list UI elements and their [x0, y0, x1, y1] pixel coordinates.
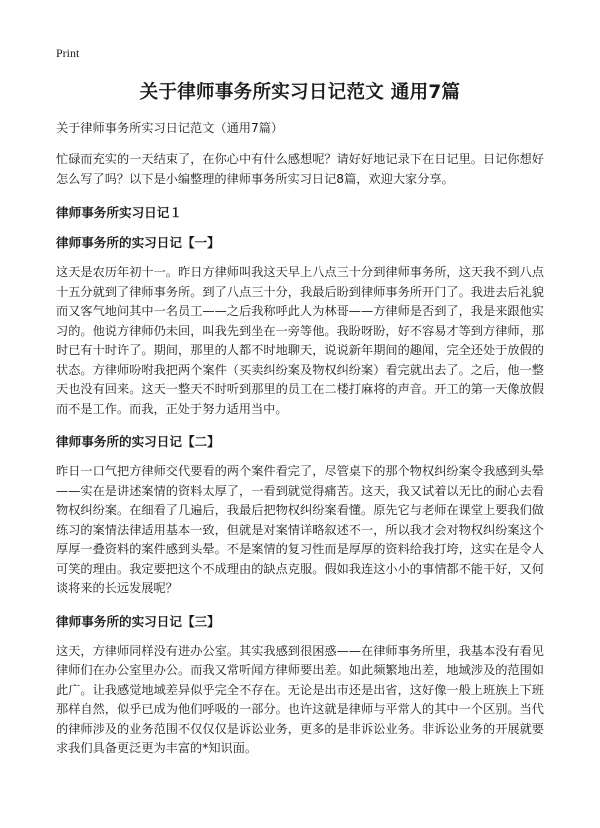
- document-subtitle: 关于律师事务所实习日记范文（通用7篇）: [56, 121, 284, 135]
- document-body: [56, 118, 544, 772]
- diary-heading-2: 律师事务所的实习日记【二】: [56, 434, 220, 449]
- intro-paragraph: 忙碌而充实的一天结束了，在你心中有什么感想呢？请好好地记录下在日记里。日记你想好怎么写了吗？以下是小编整理的律师事务所实习日记8篇，欢迎大家分享。: [56, 152, 544, 186]
- diary-paragraph-1: 这天是农历年初十一。昨日方律师叫我这天早上八点三十分到律师事务所，这天我不到八点十五分就到了律师事务所。到了八点三十分，我最后盼到律师事务所开门了。我进去后礼貌而又客气地问其中一名员工——之后我称呼此人为林哥——方律师是否到了，我是来跟他实习的。他说方律师仍未回，叫我先到坐在一旁等他。我盼呀盼，好不容易才等到方律师，那时已有十时许了。期间，那里的人都不时地聊天，说说新年期间的趣闻，完全还处于放假的状态。方律师吩咐我把两个案件（买卖纠纷案及物权纠纷案）看完就出去了。之后，他一整天也没有回来。这天一整天不时听到那里的员工在二楼打麻将的声音。开工的第一天像放假而不是工作。而我，正处于努力适用当中。: [56, 265, 544, 416]
- diary-paragraph-3: 这天，方律师同样没有进办公室。其实我感到很困惑——在律师事务所里，我基本没有看见律师们在办公室里办公。而我又常听闻方律师要出差。如此频繁地出差，地域涉及的范围如此广。让我感觉地域差异似乎完全不存在。无论是出市还是出省，这好像一般上班族上下班那样自然，似乎已成为他们呼吸的一部分。也许这就是律师与平常人的其中一个区别。当代的律师涉及的业务范围不仅仅仅是诉讼业务，更多的是非诉讼业务。非诉讼业务的开展就要求我们具备更泛更为丰富的*知识面。: [56, 643, 544, 755]
- document-title: 关于律师事务所实习日记范文 通用7篇: [139, 82, 461, 103]
- diary-heading-1: 律师事务所的实习日记【一】: [56, 235, 220, 250]
- print-link[interactable]: Print: [56, 46, 80, 60]
- section-heading-main: 律师事务所实习日记１: [56, 205, 182, 220]
- diary-paragraph-2: 昨日一口气把方律师交代要看的两个案件看完了，尽管桌下的那个物权纠纷案令我感到头晕——实在是讲述案情的资料太厚了，一看到就觉得痛苦。这天，我又试着以无比的耐心去看物权纠纷案。在细看了几遍后，我最后把物权纠纷案看懂。原先它与老师在课堂上要我们做练习的案情法律适用基本一致，但就是对案情详略叙述不一，所以我才会对物权纠纷案这个厚厚一叠资料的案件感到头晕。不是案情的复习性而是厚厚的资料给我打垮，这实在是令人可笑的理由。我定要把这个不成理由的缺点克服。假如我连这小小的事情都不能干好，又何谈将来的长远发展呢？: [56, 464, 544, 595]
- diary-heading-3: 律师事务所的实习日记【三】: [56, 613, 220, 629]
